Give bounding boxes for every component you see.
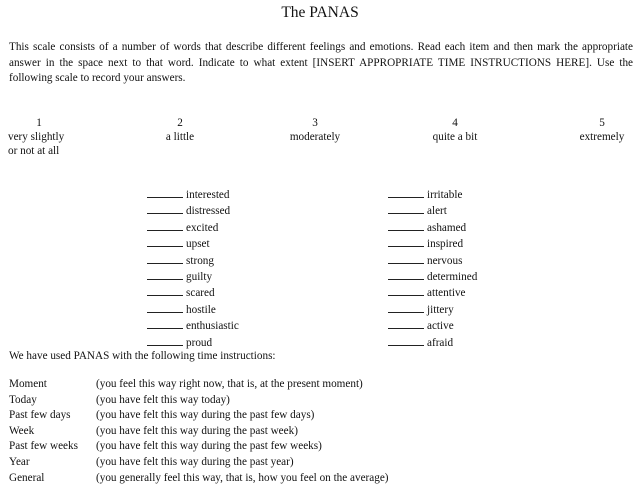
scale-number: 2 bbox=[177, 117, 183, 129]
list-item bbox=[388, 236, 477, 252]
scale-number: 1 bbox=[36, 117, 42, 129]
scale-number: 5 bbox=[599, 117, 605, 129]
list-item bbox=[388, 269, 477, 285]
time-label: Year bbox=[9, 455, 30, 468]
scale-point-2 bbox=[150, 116, 210, 144]
answer-blank[interactable] bbox=[388, 220, 424, 231]
item-word: determined bbox=[427, 271, 478, 284]
time-description: (you have felt this way during the past week) bbox=[96, 424, 298, 437]
answer-blank[interactable] bbox=[388, 269, 424, 280]
item-word: inspired bbox=[427, 238, 464, 251]
list-item bbox=[147, 335, 239, 351]
scale-label-line2: or not at all bbox=[8, 145, 60, 157]
item-word: scared bbox=[186, 287, 215, 300]
list-item bbox=[147, 302, 239, 318]
item-word: afraid bbox=[427, 336, 454, 349]
scale-point-1 bbox=[8, 116, 70, 158]
list-item bbox=[388, 253, 477, 269]
time-instruction-row bbox=[9, 471, 389, 487]
list-item bbox=[147, 203, 239, 219]
list-item bbox=[388, 285, 477, 301]
item-word: alert bbox=[427, 205, 447, 218]
answer-blank[interactable] bbox=[388, 203, 424, 214]
item-word: upset bbox=[186, 238, 210, 251]
time-label: Past few days bbox=[9, 409, 71, 422]
answer-blank[interactable] bbox=[147, 318, 183, 329]
time-description: (you have felt this way during the past year) bbox=[96, 455, 294, 468]
item-word: proud bbox=[186, 336, 213, 349]
items-right-column bbox=[388, 187, 477, 351]
scale-label: moderately bbox=[289, 131, 341, 143]
item-word: jittery bbox=[427, 303, 454, 316]
list-item bbox=[147, 236, 239, 252]
answer-blank[interactable] bbox=[388, 285, 424, 296]
list-item bbox=[388, 318, 477, 334]
answer-blank[interactable] bbox=[388, 187, 424, 198]
item-word: attentive bbox=[427, 287, 466, 300]
answer-blank[interactable] bbox=[147, 187, 183, 198]
time-label: Week bbox=[9, 424, 35, 437]
list-item bbox=[147, 285, 239, 301]
list-item bbox=[147, 187, 239, 203]
answer-blank[interactable] bbox=[388, 236, 424, 247]
time-instruction-row bbox=[9, 424, 389, 440]
list-item bbox=[388, 203, 477, 219]
time-label: Past few weeks bbox=[9, 440, 78, 453]
answer-blank[interactable] bbox=[388, 318, 424, 329]
item-word: excited bbox=[186, 221, 219, 234]
answer-blank[interactable] bbox=[147, 269, 183, 280]
scale-label: a little bbox=[165, 131, 195, 143]
time-description: (you generally feel this way, that is, how you feel on the average) bbox=[96, 471, 389, 484]
answer-blank[interactable] bbox=[147, 335, 183, 346]
answer-blank[interactable] bbox=[147, 236, 183, 247]
time-instruction-row bbox=[9, 393, 389, 409]
time-description: (you have felt this way during the past few weeks) bbox=[96, 440, 322, 453]
item-word: hostile bbox=[186, 303, 216, 316]
scale-number: 4 bbox=[452, 117, 458, 129]
list-item bbox=[388, 187, 477, 203]
list-item bbox=[147, 253, 239, 269]
scale-point-3 bbox=[275, 116, 355, 144]
answer-blank[interactable] bbox=[147, 203, 183, 214]
answer-blank[interactable] bbox=[147, 302, 183, 313]
item-word: active bbox=[427, 320, 454, 333]
answer-blank[interactable] bbox=[388, 253, 424, 264]
item-word: enthusiastic bbox=[186, 320, 239, 333]
item-word: interested bbox=[186, 189, 230, 201]
scale-label: very slightly bbox=[8, 131, 65, 143]
scale-point-4 bbox=[415, 116, 495, 144]
intro-paragraph: This scale consists of a number of words that describe different feelings and emotions. Read each item and then mark the appropriate answer in the space next to that word. Indicate to what extent [INSERT APPROPRIATE TIME INSTRUCTIONS HERE]. Use the following scale to record your answers. bbox=[9, 41, 633, 84]
time-instruction-row bbox=[9, 377, 389, 393]
time-instructions-heading: We have used PANAS with the following time instructions: bbox=[9, 350, 276, 362]
list-item bbox=[147, 220, 239, 236]
time-description: (you have felt this way today) bbox=[96, 393, 230, 406]
list-item bbox=[147, 318, 239, 334]
scale-label: extremely bbox=[579, 131, 625, 143]
answer-blank[interactable] bbox=[147, 285, 183, 296]
item-word: ashamed bbox=[427, 221, 467, 234]
list-item bbox=[388, 220, 477, 236]
list-item bbox=[388, 302, 477, 318]
time-instruction-row bbox=[9, 455, 389, 471]
item-word: guilty bbox=[186, 271, 213, 284]
scale-label: quite a bit bbox=[432, 131, 478, 143]
time-instructions-list bbox=[9, 377, 389, 486]
page-title: The PANAS bbox=[281, 4, 359, 21]
item-word: nervous bbox=[427, 254, 463, 267]
answer-blank[interactable] bbox=[388, 335, 424, 346]
item-word: strong bbox=[186, 254, 214, 267]
time-instruction-row bbox=[9, 408, 389, 424]
answer-blank[interactable] bbox=[147, 220, 183, 231]
time-instruction-row bbox=[9, 439, 389, 455]
answer-blank[interactable] bbox=[147, 253, 183, 264]
scale-point-5 bbox=[572, 116, 632, 144]
scale-number: 3 bbox=[312, 117, 318, 129]
time-label: General bbox=[9, 471, 45, 484]
time-description: (you feel this way right now, that is, at the present moment) bbox=[96, 378, 363, 390]
list-item bbox=[147, 269, 239, 285]
time-label: Today bbox=[9, 393, 37, 406]
item-word: distressed bbox=[186, 205, 231, 218]
items-left-column bbox=[147, 187, 239, 351]
item-word: irritable bbox=[427, 189, 463, 201]
list-item bbox=[388, 335, 477, 351]
time-label: Moment bbox=[9, 378, 47, 390]
time-description: (you have felt this way during the past few days) bbox=[96, 409, 315, 422]
answer-blank[interactable] bbox=[388, 302, 424, 313]
